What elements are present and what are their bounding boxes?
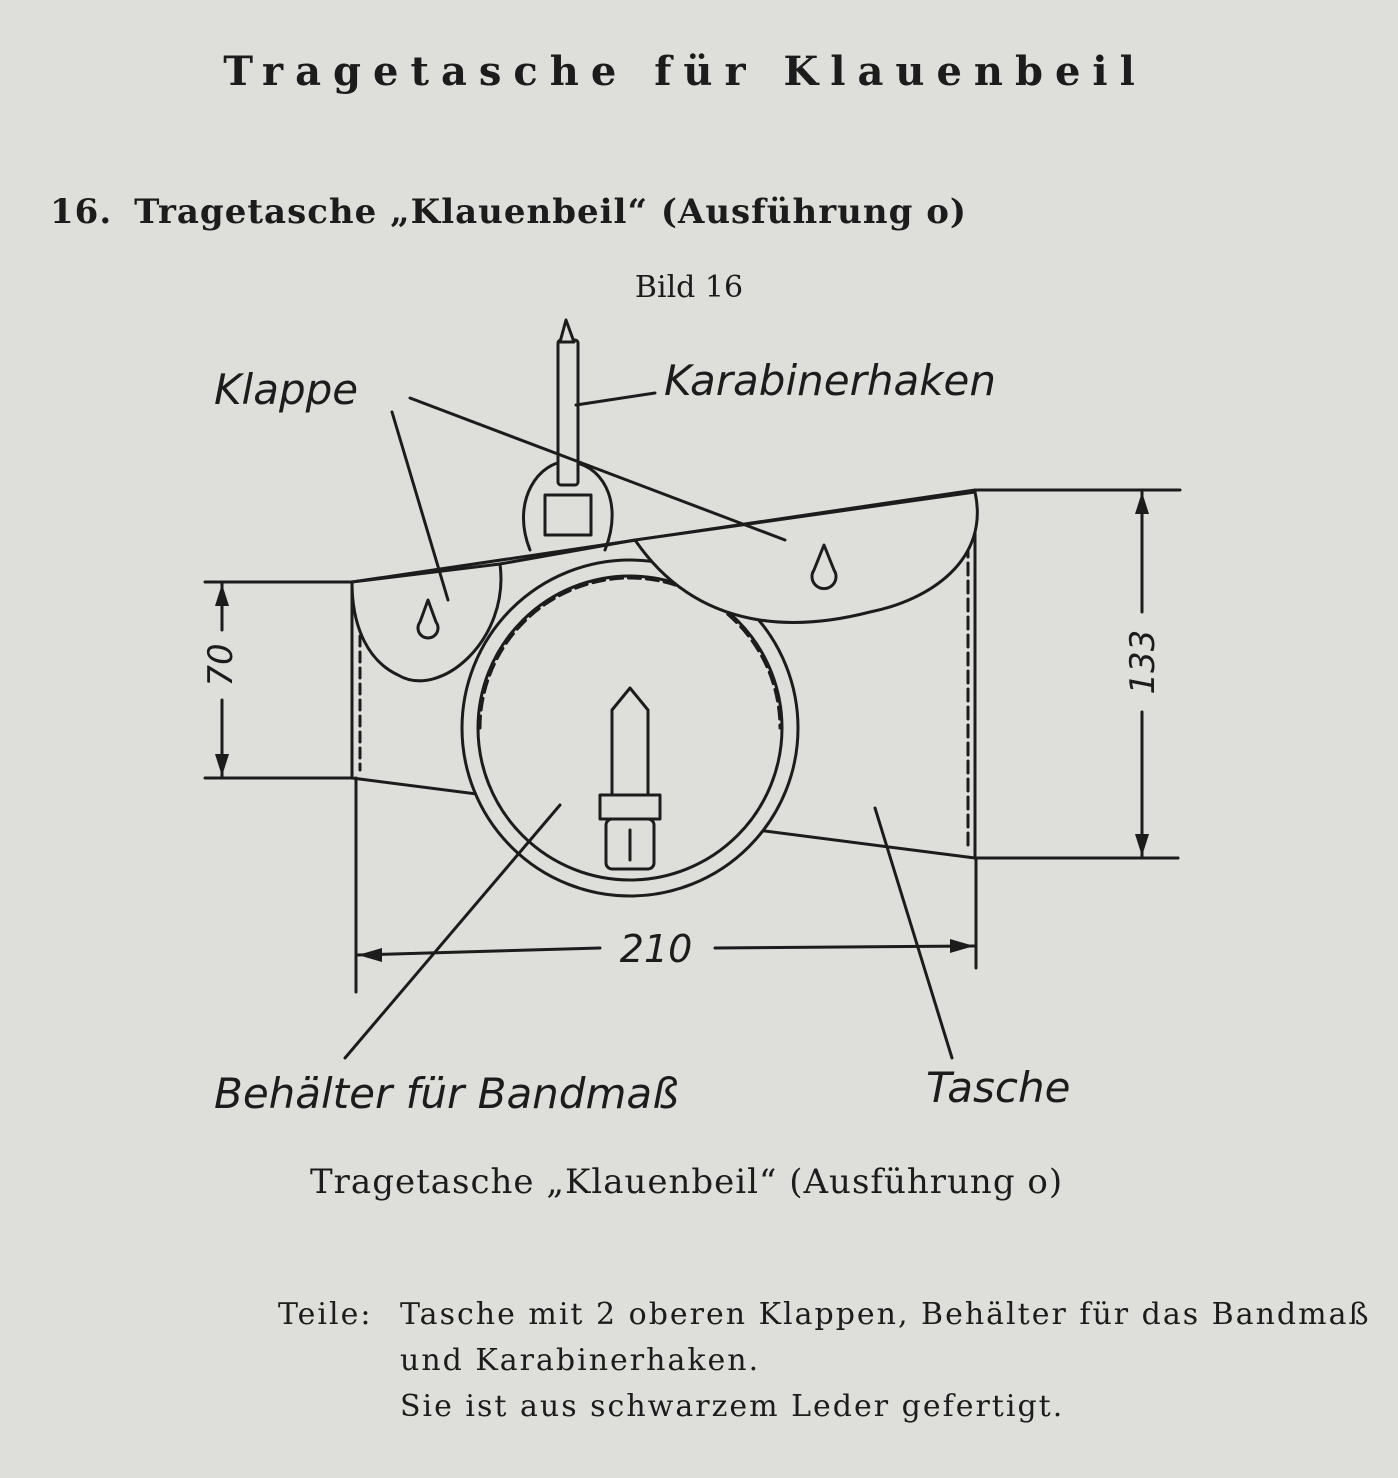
leader-behaelter (345, 805, 560, 1058)
page-title: Tragetasche für Klauenbeil (223, 48, 1147, 95)
dim-width-line-left (358, 948, 600, 955)
dim-right-arrow-bottom (1135, 834, 1149, 856)
dim-width-arrow-left (358, 948, 382, 962)
figure-subcaption: Tragetasche „Klauenbeil“ (Ausführung o) (310, 1162, 1064, 1202)
parts-line: Sie ist aus schwarzem Leder gefertigt. (400, 1389, 1065, 1424)
dim-left-arrow-bottom (215, 754, 229, 776)
leader-karabiner (576, 393, 655, 405)
strap-loop (600, 795, 660, 819)
label-behaelter: Behälter für Bandmaß (214, 1069, 679, 1118)
label-klappe: Klappe (214, 365, 359, 414)
parts-line: und Karabinerhaken. (400, 1343, 761, 1378)
dim-width: 210 (619, 927, 693, 971)
parts-line: Tasche mit 2 oberen Klappen, Behälter für das Bandmaß (400, 1297, 1371, 1332)
dim-height-left: 70 (201, 643, 241, 687)
dim-width-arrow-right (950, 939, 974, 953)
dim-width-line-right (715, 946, 974, 948)
label-tasche: Tasche (926, 1063, 1071, 1112)
section-number: 16. (50, 192, 113, 232)
d-ring-clip (545, 495, 591, 535)
parts-description (278, 1292, 1371, 1430)
dim-left-arrow-top (215, 584, 229, 606)
dim-height-right: 133 (1123, 629, 1163, 695)
dim-right-arrow-top (1135, 492, 1149, 514)
strap-tongue (612, 688, 648, 795)
parts-label: Teile: (278, 1297, 373, 1332)
karabinerhaken-shaft (558, 340, 578, 485)
label-karabinerhaken: Karabinerhaken (664, 356, 996, 405)
karabinerhaken-tip (560, 320, 574, 342)
leader-klappe-right (410, 398, 785, 540)
section-title: Tragetasche „Klauenbeil“ (Ausführung o) (134, 192, 967, 232)
figure-caption: Bild 16 (634, 270, 744, 305)
